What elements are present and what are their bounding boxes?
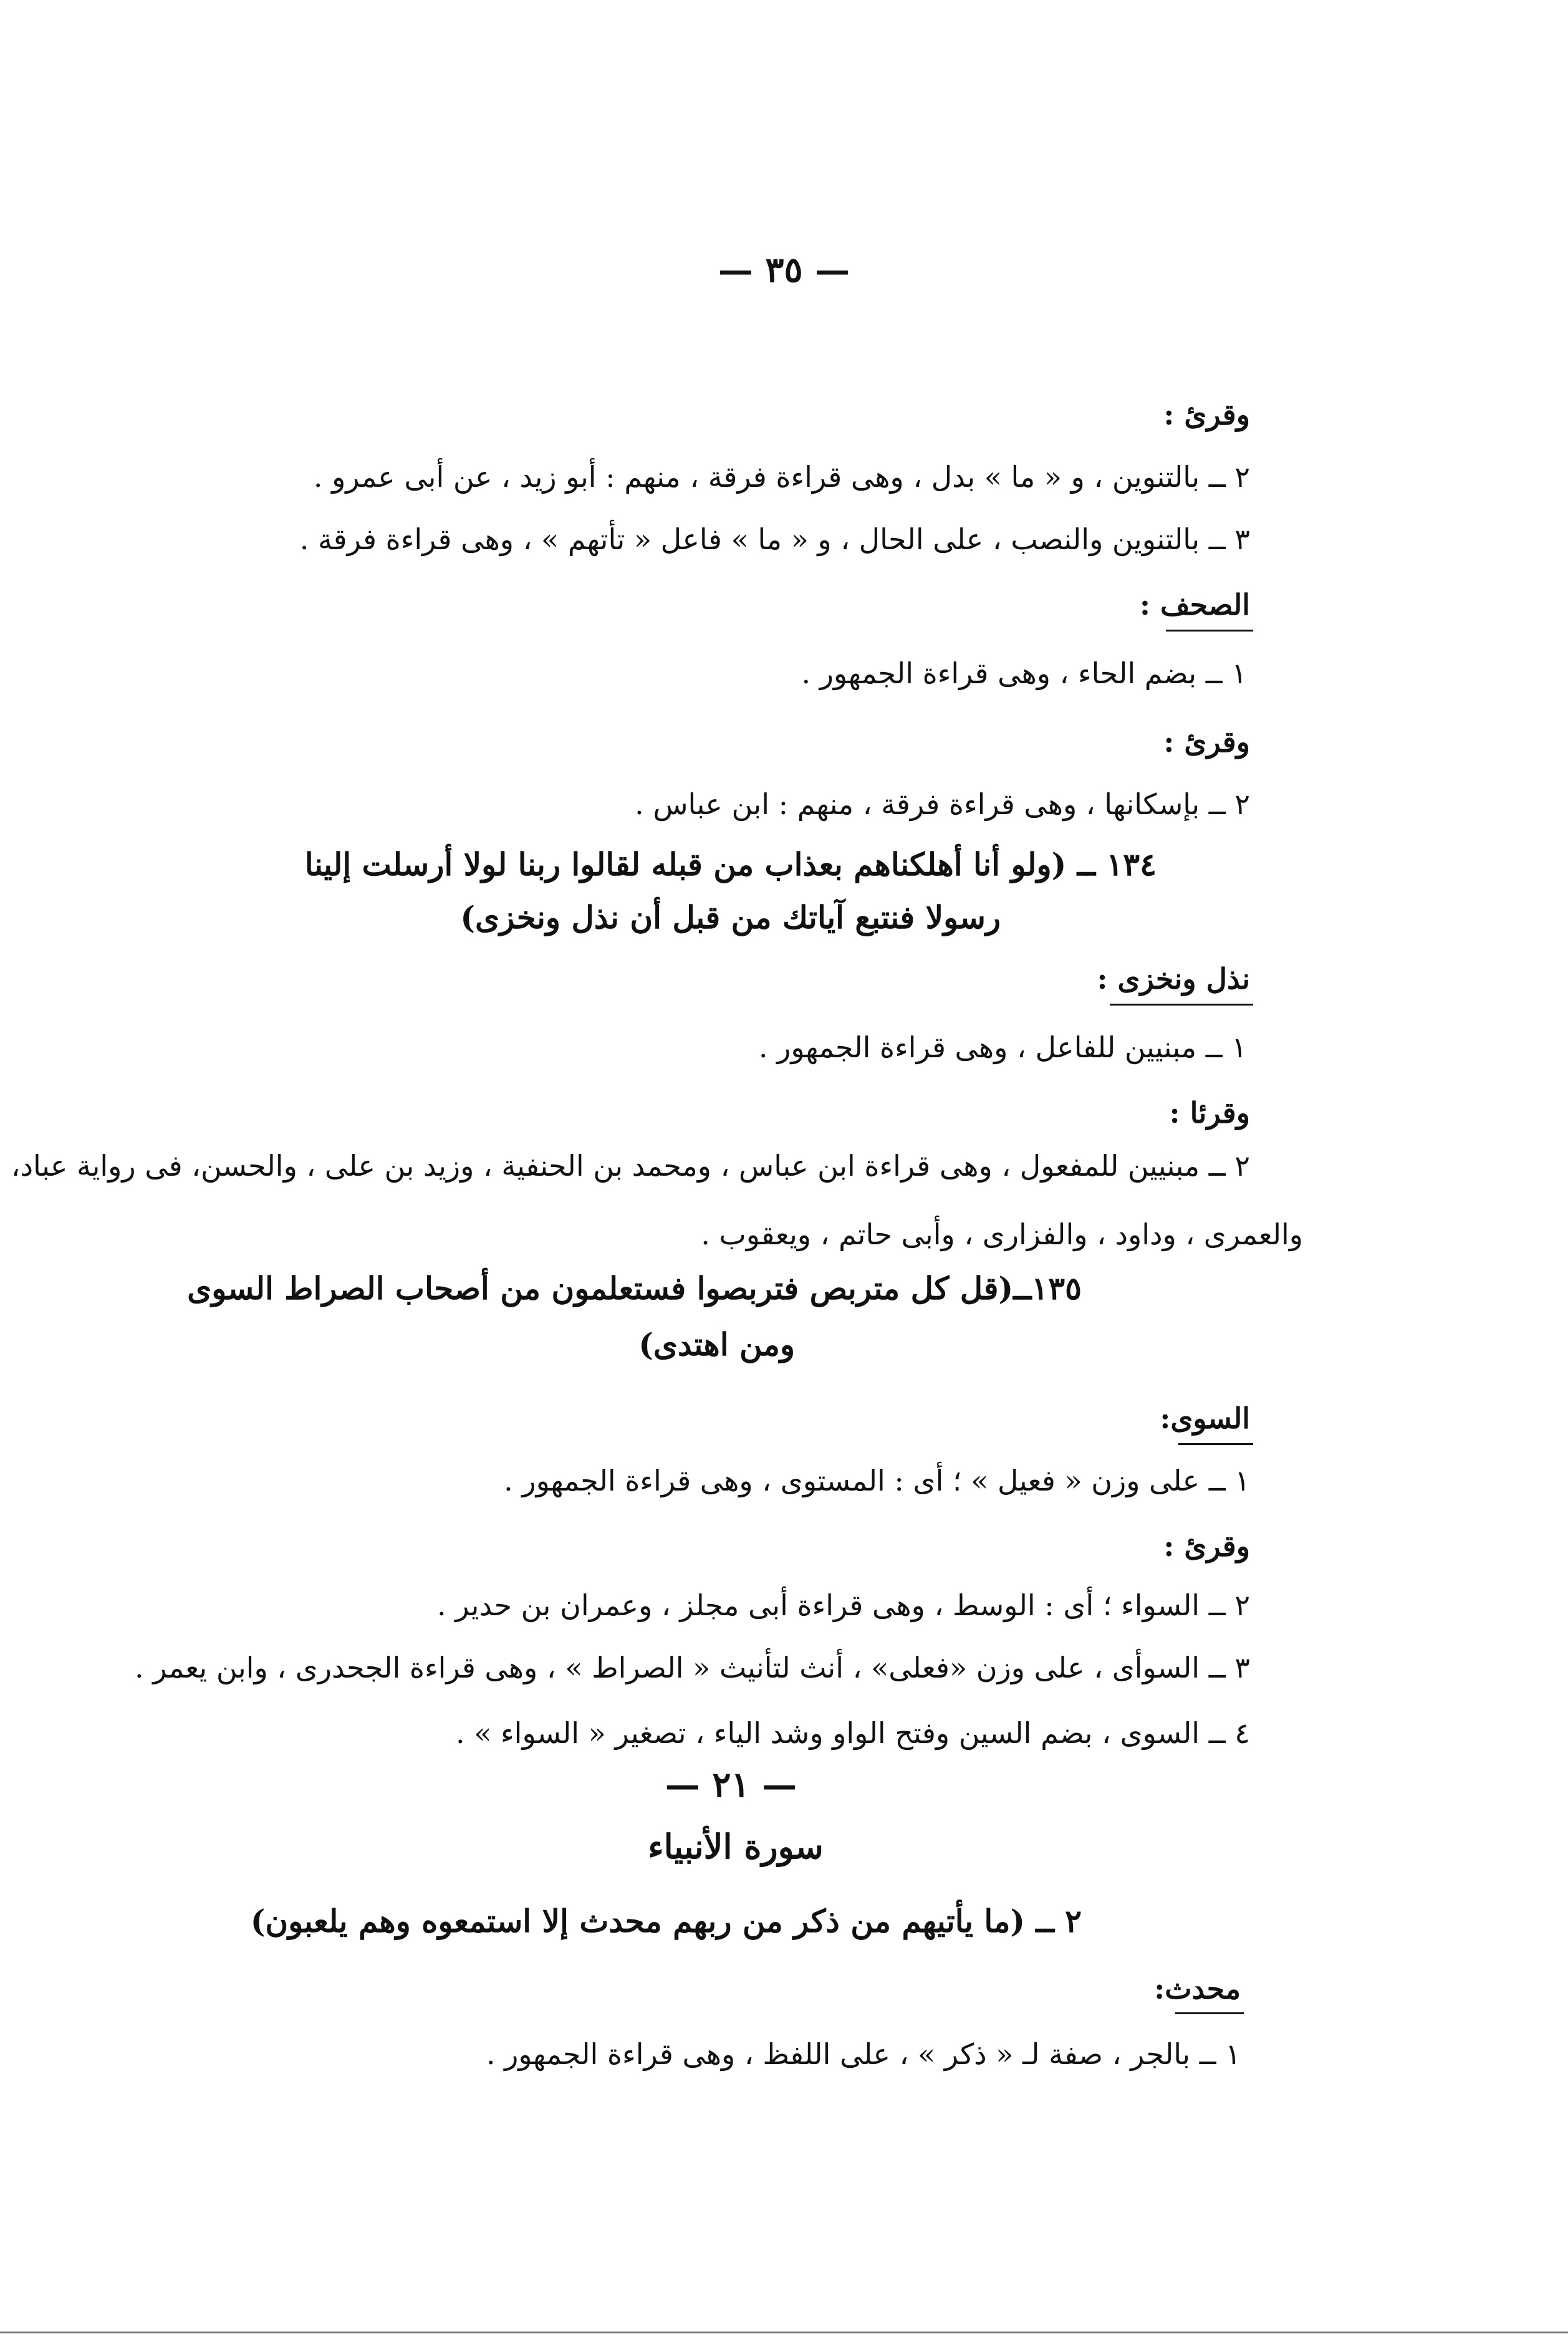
- reading-line: ١ ــ بضم الحاء ، وهى قراءة الجمهور .: [801, 656, 1247, 690]
- heading-wa-quri-a: وقرئا :: [1169, 1096, 1250, 1130]
- reading-line: ٢ ــ بالتنوين ، و « ما » بدل ، وهى قراءة فرقة ، منهم : أبو زيد ، عن أبى عمرو .: [313, 460, 1250, 494]
- verse-line: ومن اهتدى): [638, 1326, 795, 1363]
- reading-line: ٢ ــ مبنيين للمفعول ، وهى قراءة ابن عباس ، ومحمد بن الحنفية ، وزيد بن على ، والحسن، فى رواية عباد،: [11, 1149, 1250, 1183]
- heading-underline: [1175, 2012, 1244, 2014]
- verse-line: رسولا فنتبع آياتك من قبل أن نذل ونخزى): [460, 899, 1001, 936]
- heading-wa-quri: وقرئ :: [1163, 725, 1250, 759]
- reading-line: ١ ــ بالجر ، صفة لـ « ذكر » ، على اللفظ ، وهى قراءة الجمهور .: [486, 2037, 1241, 2071]
- surah-number: — ٢١ —: [665, 1764, 797, 1805]
- heading-underline: [1110, 1004, 1253, 1006]
- page-bottom-rule: [0, 2332, 1568, 2333]
- heading-wa-quri: وقرئ :: [1163, 1529, 1250, 1563]
- heading-nadhil-wa-nakhza: نذل ونخزى :: [1097, 962, 1250, 996]
- heading-underline: [1178, 1443, 1253, 1445]
- reading-line: ٤ ــ السوى ، بضم السين وفتح الواو وشد الياء ، تصغير « السواء » .: [456, 1716, 1250, 1750]
- reading-line: والعمرى ، وداود ، والفزارى ، وأبى حاتم ، ويعقوب .: [701, 1218, 1303, 1251]
- reading-line: ٣ ــ السوأى ، على وزن «فعلى» ، أنث لتأنيث « الصراط » ، وهى قراءة الجحدرى ، وابن يعمر .: [135, 1651, 1250, 1684]
- reading-line: ٣ ــ بالتنوين والنصب ، على الحال ، و « ما » فاعل « تأتهم » ، وهى قراءة فرقة .: [299, 522, 1250, 556]
- heading-wa-quri: وقرئ :: [1163, 398, 1250, 431]
- reading-line: ١ ــ على وزن « فعيل » ؛ أى : المستوى ، وهى قراءة الجمهور .: [504, 1464, 1250, 1497]
- reading-line: ١ ــ مبنيين للفاعل ، وهى قراءة الجمهور .: [758, 1030, 1247, 1064]
- surah-title: سورة الأنبياء: [648, 1827, 824, 1866]
- reading-line: ٢ ــ السواء ؛ أى : الوسط ، وهى قراءة أبى مجلز ، وعمران بن حدير .: [437, 1588, 1250, 1622]
- heading-underline: [1166, 630, 1253, 632]
- verse-line: ١٣٤ ــ (ولو أنا أهلكناهم بعذاب من قبله لقالوا ربنا لولا أرسلت إلينا: [304, 846, 1157, 883]
- verse-line: ١٣٥ــ(قل كل متربص فتربصوا فستعلمون من أصحاب الصراط السوى: [187, 1270, 1082, 1307]
- verse-line: ٢ ــ (ما يأتيهم من ذكر من ربهم محدث إلا استمعوه وهم يلعبون): [250, 1903, 1082, 1939]
- heading-muhdath: محدث:: [1154, 1972, 1241, 2005]
- heading-al-sawiy: السوى:: [1160, 1401, 1250, 1435]
- reading-line: ٢ ــ بإسكانها ، وهى قراءة فرقة ، منهم : ابن عباس .: [635, 787, 1250, 821]
- heading-al-suhuf: الصحف :: [1140, 588, 1250, 622]
- page-number: — ٣٥ —: [718, 249, 850, 291]
